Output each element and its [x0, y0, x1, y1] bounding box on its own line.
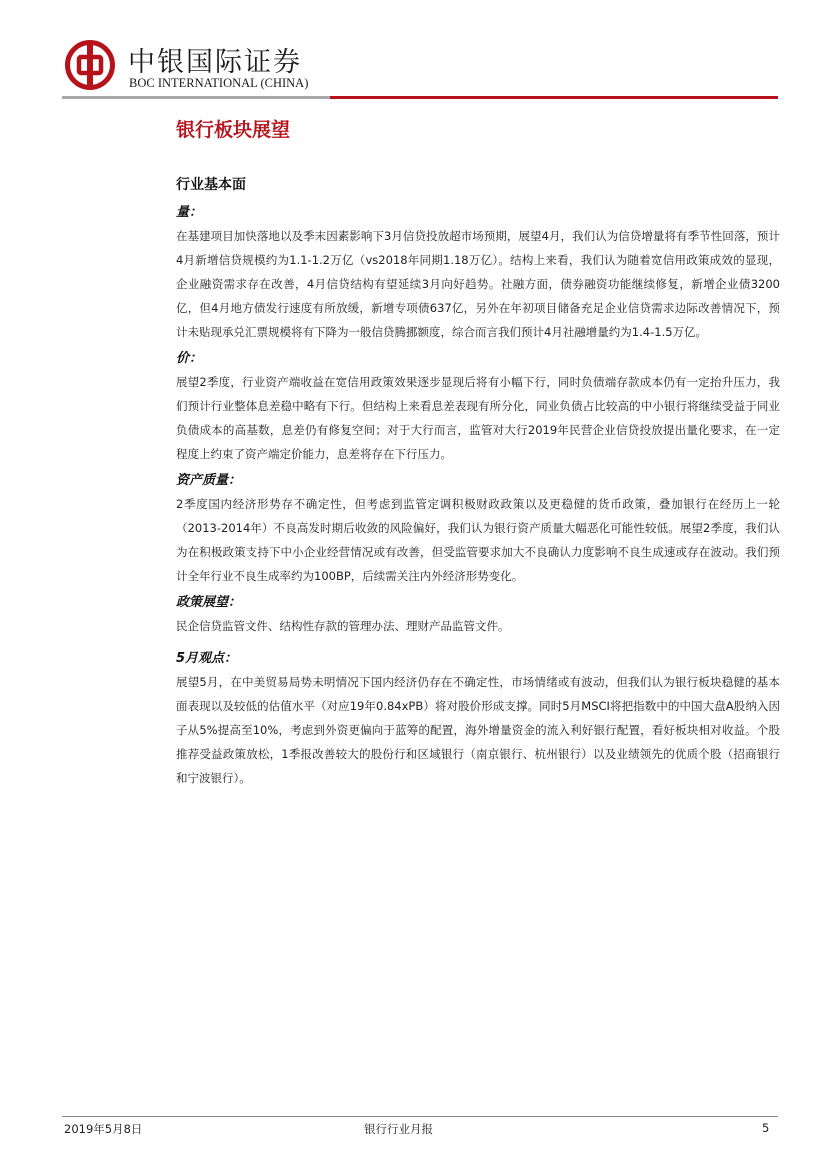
brand-name-cn: 中银国际证券 [128, 47, 302, 78]
page-header [62, 40, 779, 100]
asset-quality-paragraph: 2季度国内经济形势存不确定性，但考虑到监管定调积极财政政策以及更稳健的货币政策，叠加银行在经历上一轮（2013-2014年）不良高发时期后收敛的风险偏好，我们认为银行资产质量大幅恶化可能性较低。展望2季度，我们认为在积极政策支持下中小企业经营情况或有改善，但受监管要求加大不良确认力度影响不良生成速或存在波动。我们预计全年行业不良生成率约为100BP，后续需关注内外经济形势变化。 [176, 497, 780, 583]
policy-paragraph: 民企信贷监管文件、结构性存款的管理办法、理财产品监管文件。 [176, 619, 510, 633]
subsection-title: 行业基本面 [176, 177, 246, 193]
page-number: 5 [762, 1121, 770, 1135]
section-title: 银行板块展望 [176, 119, 291, 141]
may-view-label: 5月观点： [176, 651, 238, 666]
report-content [176, 110, 780, 792]
footer-date: 2019年5月8日 [64, 1122, 143, 1136]
volume-paragraph: 在基建项目加快落地以及季末因素影响下3月信贷投放超市场预期，展望4月，我们认为信贷增量将有季节性回落，预计4月新增信贷规模约为1.1-1.2万亿（vs2018年同期1.18万亿）。结构上来看，我们认为随着宽信用政策成效的显现，企业融资需求存在改善，4月信贷结构有望延续3月向好趋势。社融方面，债券融资功能继续修复，新增企业债3200亿，但4月地方债发行速度有所放缓，新增专项债637亿，另外在年初项目储备充足企业信贷需求边际改善情况下，预计未贴现承兑汇票规模将有下降为一般信贷腾挪额度，综合而言我们预计4月社融增量约为1.4-1.5万亿。 [176, 229, 780, 339]
brand-name-en: BOC INTERNATIONAL (CHINA) [129, 76, 309, 90]
price-label: 价： [176, 351, 203, 366]
policy-label: 政策展望： [176, 595, 242, 610]
asset-quality-label: 资产质量： [176, 473, 242, 488]
footer-report-title: 银行行业月报 [364, 1122, 433, 1136]
may-view-paragraph: 展望5月，在中美贸易局势未明情况下国内经济仍存在不确定性，市场情绪或有波动，但我们认为银行板块稳健的基本面表现以及较低的估值水平（对应19年0.84xPB）将对股价形成支撑。同时5月MSCI将把指数中的中国大盘A股纳入因子从5%提高至10%，考虑到外资更偏向于蓝筹的配置，海外增量资金的流入利好银行配置，看好板块相对收益。个股推荐受益政策放松，1季报改善较大的股份行和区域银行（南京银行、杭州银行）以及业绩领先的优质个股（招商银行和宁波银行）。 [176, 675, 780, 785]
footer-rule [62, 1116, 778, 1117]
boc-logo-icon [65, 40, 115, 90]
price-paragraph: 展望2季度，行业资产端收益在宽信用政策效果逐步显现后将有小幅下行，同时负债端存款成本仍有一定抬升压力，我们预计行业整体息差稳中略有下行。但结构上来看息差表现有所分化，同业负债占比较高的中小银行将继续受益于同业负债成本的高基数，息差仍有修复空间；对于大行而言，监管对大行2019年民营企业信贷投放提出量化要求，在一定程度上约束了资产端定价能力，息差将存在下行压力。 [176, 375, 780, 461]
header-rule-accent [330, 96, 778, 99]
volume-label: 量： [176, 205, 203, 220]
